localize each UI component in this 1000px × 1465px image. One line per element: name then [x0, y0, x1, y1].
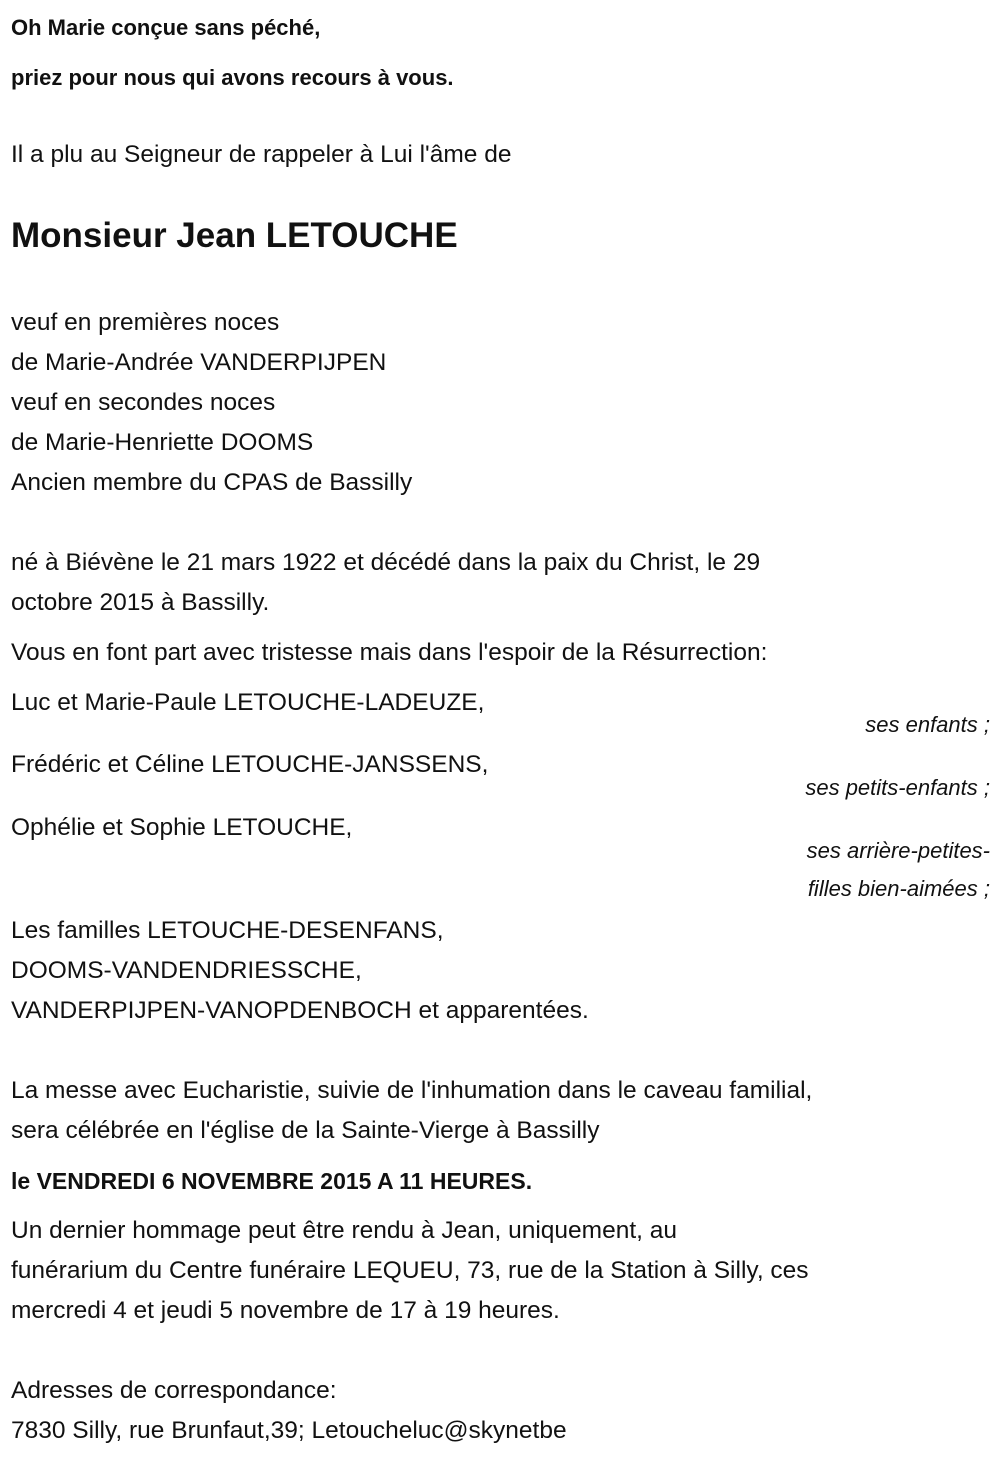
families-line: DOOMS-VANDENDRIESSCHE,: [11, 957, 362, 984]
families-line: Les familles LETOUCHE-DESENFANS,: [11, 917, 444, 944]
family-relation: ses petits-enfants ;: [805, 775, 990, 800]
mass-date: le VENDREDI 6 NOVEMBRE 2015 A 11 HEURES.: [11, 1168, 533, 1194]
address-line: 7830 Silly, rue Brunfaut,39; Letoucheluc@skynetbe: [11, 1417, 567, 1444]
detail-line: de Marie-Andrée VANDERPIJPEN: [11, 349, 387, 376]
tribute-line: funérarium du Centre funéraire LEQUEU, 73, rue de la Station à Silly, ces: [11, 1257, 809, 1284]
mass-line: La messe avec Eucharistie, suivie de l'inhumation dans le caveau familial,: [11, 1077, 813, 1104]
family-relation: ses arrière-petites-: [806, 838, 990, 863]
intro: Il a plu au Seigneur de rappeler à Lui l'âme de: [11, 141, 512, 168]
address-heading: Adresses de correspondance:: [11, 1377, 337, 1404]
detail-line: Ancien membre du CPAS de Bassilly: [11, 469, 413, 496]
family-relation: filles bien-aimées ;: [807, 876, 990, 901]
tribute-line: Un dernier hommage peut être rendu à Jean, uniquement, au: [11, 1217, 678, 1244]
birth-death: né à Biévène le 21 mars 1922 et décédé dans la paix du Christ, le 29: [11, 549, 761, 576]
prayer-line: Oh Marie conçue sans péché,: [11, 15, 321, 40]
family-relation: ses enfants ;: [865, 712, 990, 737]
family-names: Luc et Marie-Paule LETOUCHE-LADEUZE,: [11, 689, 485, 716]
families-line: VANDERPIJPEN-VANOPDENBOCH et apparentées.: [11, 997, 589, 1024]
deceased-name: Monsieur Jean LETOUCHE: [11, 216, 458, 255]
birth-death: octobre 2015 à Bassilly.: [11, 589, 270, 616]
tribute-line: mercredi 4 et jeudi 5 novembre de 17 à 19 heures.: [11, 1297, 560, 1324]
family-names: Ophélie et Sophie LETOUCHE,: [11, 814, 353, 841]
detail-line: veuf en premières noces: [11, 309, 280, 336]
detail-line: veuf en secondes noces: [11, 389, 276, 416]
detail-line: de Marie-Henriette DOOMS: [11, 429, 314, 456]
family-names: Frédéric et Céline LETOUCHE-JANSSENS,: [11, 751, 489, 778]
prayer-line: priez pour nous qui avons recours à vous.: [11, 65, 454, 90]
mass-line: sera célébrée en l'église de la Sainte-Vierge à Bassilly: [11, 1117, 600, 1144]
announcement: Vous en font part avec tristesse mais dans l'espoir de la Résurrection:: [11, 639, 768, 666]
